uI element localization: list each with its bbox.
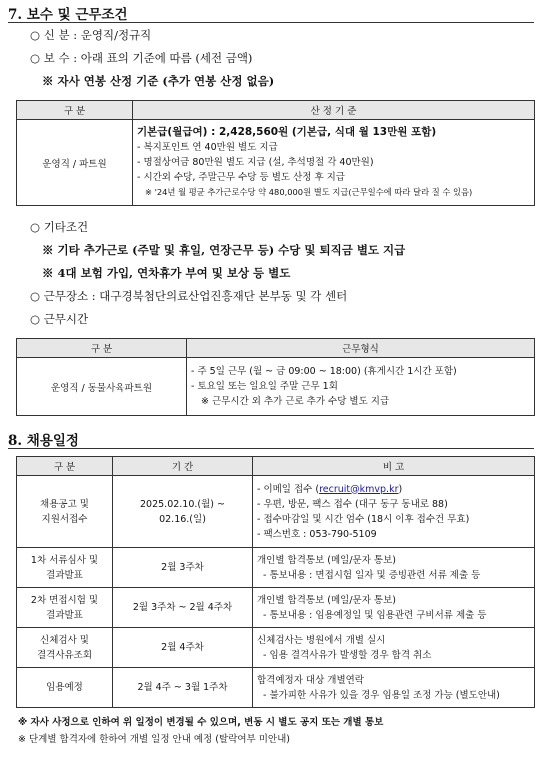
schedule-row-period [113,588,253,628]
label-line: 결격사유조회 [36,649,93,661]
label-line: 결과발표 [46,609,83,621]
salary-table [16,100,535,206]
remark-line: - 우편, 방문, 팩스 접수 (대구 동구 동내로 88) [257,498,448,510]
section-8-divider [8,448,534,449]
period-line: 2월 3주차 [161,562,204,573]
schedule-row-appointment [17,668,535,708]
schedule-row-document-screening [17,548,535,588]
schedule-row-label [17,668,113,708]
welfare-point-line: - 복지포인트 연 40만원 별도 지급 [137,142,278,153]
overtime-pay-line: - 시간외 수당, 주말근무 수당 등 별도 산정 후 지급 [137,172,345,183]
avg-overtime-note: ※ '24년 월 평균 추가근로수당 약 480,000원 별도 지급(근무일수에 따라 달라 질 수 있음) [145,187,473,197]
hours-table-row-label: 운영직 / 동물사육파트원 [17,358,187,416]
salary-basis-note: ※ 자사 연봉 산정 기준 (추가 연봉 산정 없음) [42,74,275,88]
label-line: 결과발표 [46,569,83,581]
schedule-row-remarks [253,668,535,708]
remark-line: - 불가피한 사유가 있을 경우 임용일 조정 가능 (별도안내) [263,689,500,701]
salary-item: ○ 보 수 : 아래 표의 기준에 따름 (세전 금액) [30,51,253,65]
weekday-schedule-line: - 주 5일 근무 (월 ~ 금 09:00 ~ 18:00) (휴게시간 1시간 포함) [191,366,457,377]
schedule-row-remarks [253,476,535,548]
remark-line: - 통보내용 : 면접시험 일자 및 증빙관련 서류 제출 등 [263,569,481,581]
schedule-row-remarks [253,548,535,588]
remark-line: - 임용 결격사유가 발생할 경우 합격 취소 [263,649,432,661]
salary-table-row-label: 운영직 / 파트원 [17,120,133,206]
label-line: 1차 서류심사 및 [30,554,99,566]
period-line: 02.16.(일) [159,513,206,525]
hours-table-format-cell [187,358,535,416]
schedule-footnote-2: ※ 단계별 합격자에 한하여 개별 일정 안내 예정 (탈락여부 미안내) [18,734,290,745]
schedule-row-label [17,476,113,548]
employment-type-item: ○ 신 분 : 운영직/정규직 [30,28,152,42]
remark-line: 개인별 합격통보 (메일/문자 통보) [257,554,396,566]
label-line: 임용예정 [46,682,83,693]
hours-table-header-format: 근무형식 [187,339,535,358]
schedule-row-label [17,628,113,668]
schedule-row-period [113,548,253,588]
email-apply-close: ) [398,483,403,495]
period-line: 2월 3주차 ~ 2월 4주차 [132,602,233,613]
remark-line: 신체검사는 병원에서 개별 실시 [257,634,386,646]
workplace-item: ○ 근무장소 : 대구경북첨단의료산업진흥재단 본부동 및 각 센터 [30,289,348,303]
email-apply-text: - 이메일 접수 ( [257,483,320,495]
schedule-row-label [17,588,113,628]
remark-line: 합격예정자 대상 개별연락 [257,674,364,686]
holiday-bonus-line: - 명절상여금 80만원 별도 지급 (설, 추석명절 각 40만원) [137,157,374,168]
recruit-email-link[interactable]: recruit@kmvp.kr [319,483,399,495]
other-conditions-title: ○ 기타조건 [30,220,89,234]
schedule-row-interview [17,588,535,628]
other-condition-note-2: ※ 4대 보험 가입, 연차휴가 부여 및 보상 등 별도 [42,266,291,280]
extra-work-note: ※ 근무시간 외 추가 근로 추가 수당 별도 지급 [201,396,390,407]
label-line: 채용공고 및 [40,498,89,510]
schedule-row-period [113,476,253,548]
label-line: 2차 면접시험 및 [30,594,99,606]
work-hours-title: ○ 근무시간 [30,312,89,326]
schedule-row-remarks [253,628,535,668]
remark-line: - 접수마감일 및 시간 엄수 (18시 이후 접수건 무효) [257,513,470,525]
schedule-header-period: 기 간 [113,457,253,476]
salary-table-header-criteria: 산 정 기 준 [133,101,535,120]
work-hours-table [16,338,535,416]
remark-line: 개인별 합격통보 (메일/문자 통보) [257,594,396,606]
schedule-table [16,456,535,708]
schedule-row-label [17,548,113,588]
section-7-divider [8,22,534,23]
weekend-shift-line: - 토요일 또는 일요일 주말 근무 1회 [191,381,338,392]
schedule-header-remarks: 비 고 [253,457,535,476]
label-line: 지원서접수 [41,513,88,525]
schedule-footnote-1: ※ 자사 사정으로 인하여 위 일정이 변경될 수 있으며, 변동 시 별도 공지 또는 개별 통보 [18,717,384,728]
remark-line: - 팩스번호 : 053-790-5109 [257,528,377,540]
hours-table-header-category: 구 분 [17,339,187,358]
schedule-row-period [113,668,253,708]
schedule-header-category: 구 분 [17,457,113,476]
schedule-row-application [17,476,535,548]
label-line: 신체검사 및 [40,634,89,646]
other-condition-note-1: ※ 기타 추가근로 (주말 및 휴일, 연장근무 등) 수당 및 퇴직금 별도 지급 [42,243,406,257]
period-line: 2월 4주 ~ 3월 1주차 [137,682,228,693]
period-line: 2025.02.10.(월) ~ [140,498,225,510]
period-line: 2월 4주차 [161,642,204,653]
section-7-title: 7. 보수 및 근무조건 [8,7,128,23]
schedule-row-period [113,628,253,668]
salary-table-header-category: 구 분 [17,101,133,120]
remark-line: - 통보내용 : 임용예정일 및 임용관련 구비서류 제출 등 [263,609,487,621]
schedule-row-remarks [253,588,535,628]
section-8-title: 8. 채용일정 [8,433,79,449]
schedule-row-physical-check [17,628,535,668]
base-salary-line: 기본급(월급여) : 2,428,560원 (기본급, 식대 월 13만원 포함) [137,126,437,138]
salary-table-criteria-cell [133,120,535,206]
